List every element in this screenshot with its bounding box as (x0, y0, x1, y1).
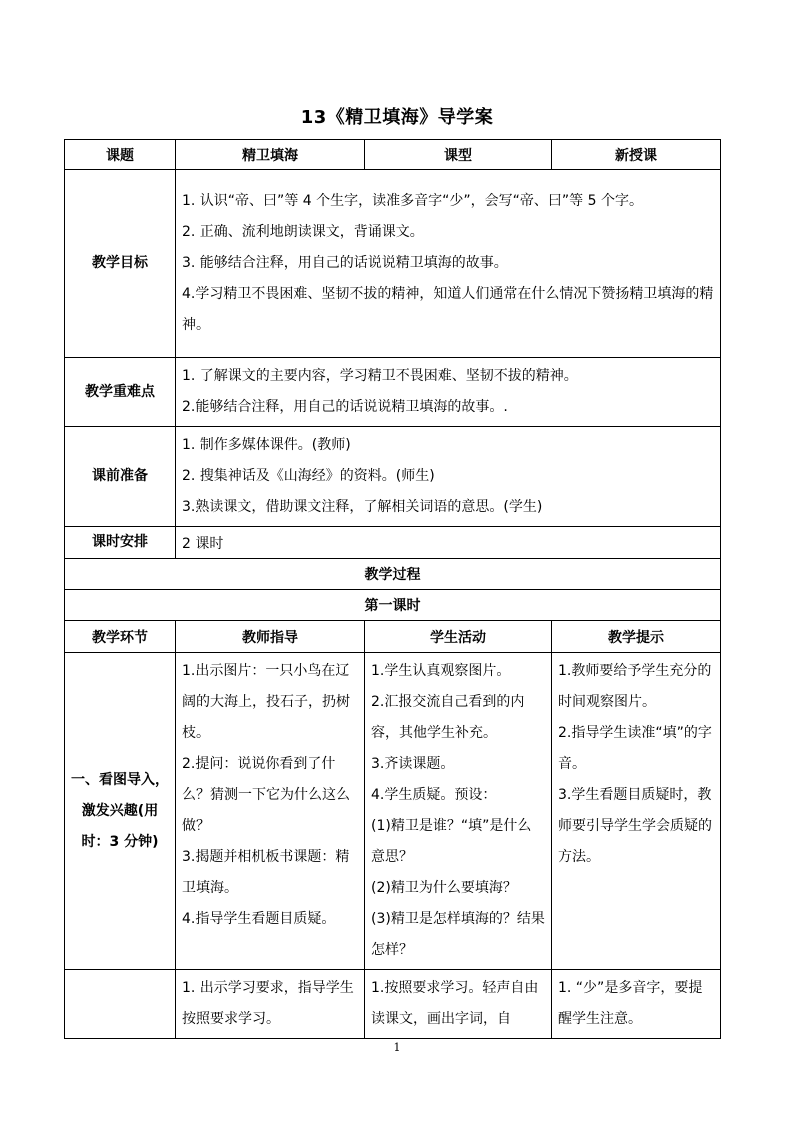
student-item: 2.汇报交流自己看到的内容，其他学生补充。 (371, 694, 525, 741)
teaching-tips (552, 653, 721, 970)
preparation-label: 课前准备 (65, 427, 176, 527)
student-item: 1.学生认真观察图片。 (371, 663, 511, 679)
tip-item: 1.教师要给予学生充分的时间观察图片。 (558, 663, 712, 710)
teacher-item: 1. 出示学习要求，指导学生按照要求学习。 (182, 980, 354, 1027)
key-points-label: 教学重难点 (65, 358, 176, 427)
teacher-guidance (176, 653, 365, 970)
column-header-student: 学生活动 (365, 621, 552, 653)
schedule-label: 课时安排 (65, 527, 176, 559)
student-activity (365, 970, 552, 1039)
key-points-row (65, 358, 721, 427)
lesson-type-value: 新授课 (552, 140, 721, 170)
key-point-item: 2.能够结合注释，用自己的话说说精卫填海的故事。. (182, 399, 508, 415)
goals-label: 教学目标 (65, 170, 176, 358)
header-row (65, 140, 721, 170)
goal-item: 1. 认识“帝、曰”等 4 个生字，读准多音字“少”，会写“帝、曰”等 5 个字。 (182, 193, 643, 209)
teacher-item: 3.揭题并相机板书课题：精卫填海。 (182, 849, 350, 896)
schedule-row (65, 527, 721, 559)
column-header-tips: 教学提示 (552, 621, 721, 653)
section-row (65, 970, 721, 1039)
key-points-content (176, 358, 721, 427)
page-number: 1 (393, 1041, 401, 1054)
preparation-row (65, 427, 721, 527)
goal-item: 2. 正确、流利地朗读课文，背诵课文。 (182, 224, 424, 240)
goal-item: 4.学习精卫不畏困难、坚韧不拔的精神，知道人们通常在什么情况下赞扬精卫填海的精神。 (182, 286, 714, 333)
preparation-content (176, 427, 721, 527)
key-point-item: 1. 了解课文的主要内容，学习精卫不畏困难、坚韧不拔的精神。 (182, 368, 578, 384)
student-item: (1)精卫是谁？“填”是什么意思？ (371, 818, 532, 865)
topic-label: 课题 (65, 140, 176, 170)
student-item: (3)精卫是怎样填海的？结果怎样？ (371, 911, 545, 958)
preparation-item: 2. 搜集神话及《山海经》的资料。(师生) (182, 468, 435, 484)
column-header-row (65, 621, 721, 653)
topic-value: 精卫填海 (176, 140, 365, 170)
goal-item: 3. 能够结合注释，用自己的话说说精卫填海的故事。 (182, 255, 508, 271)
student-item: (2)精卫为什么要填海？ (371, 880, 517, 896)
lesson-plan-table (64, 139, 721, 1039)
student-item: 4.学生质疑。预设： (371, 787, 497, 803)
lesson-type-label: 课型 (365, 140, 552, 170)
page-title: 13《精卫填海》导学案 (300, 107, 494, 128)
teacher-guidance (176, 970, 365, 1039)
process-title-row (65, 559, 721, 590)
tip-item: 3.学生看题目质疑时，教师要引导学生学会质疑的方法。 (558, 787, 712, 865)
lesson-title-row (65, 590, 721, 621)
goals-content (176, 170, 721, 358)
process-title: 教学过程 (65, 559, 721, 590)
student-item: 1.按照要求学习。轻声自由读课文，画出字词，自 (371, 980, 539, 1027)
section-row (65, 653, 721, 970)
section-label: 一、看图导入，激发兴趣(用时：3 分钟) (65, 653, 176, 970)
student-activity (365, 653, 552, 970)
goals-row (65, 170, 721, 358)
teacher-item: 2.提问：说说你看到了什么？猜测一下它为什么这么做？ (182, 756, 350, 834)
schedule-value: 2 课时 (176, 527, 721, 559)
column-header-teacher: 教师指导 (176, 621, 365, 653)
preparation-item: 3.熟读课文，借助课文注释，了解相关词语的意思。(学生) (182, 499, 543, 515)
section-label (65, 970, 176, 1039)
tip-item: 1. “少”是多音字，要提醒学生注意。 (558, 980, 703, 1027)
lesson-title: 第一课时 (65, 590, 721, 621)
preparation-item: 1. 制作多媒体课件。(教师) (182, 437, 351, 453)
student-item: 3.齐读课题。 (371, 756, 455, 772)
teacher-item: 1.出示图片：一只小鸟在辽阔的大海上，投石子，扔树枝。 (182, 663, 350, 741)
tip-item: 2.指导学生读准“填”的字音。 (558, 725, 712, 772)
teacher-item: 4.指导学生看题目质疑。 (182, 911, 336, 927)
teaching-tips (552, 970, 721, 1039)
column-header-stage: 教学环节 (65, 621, 176, 653)
